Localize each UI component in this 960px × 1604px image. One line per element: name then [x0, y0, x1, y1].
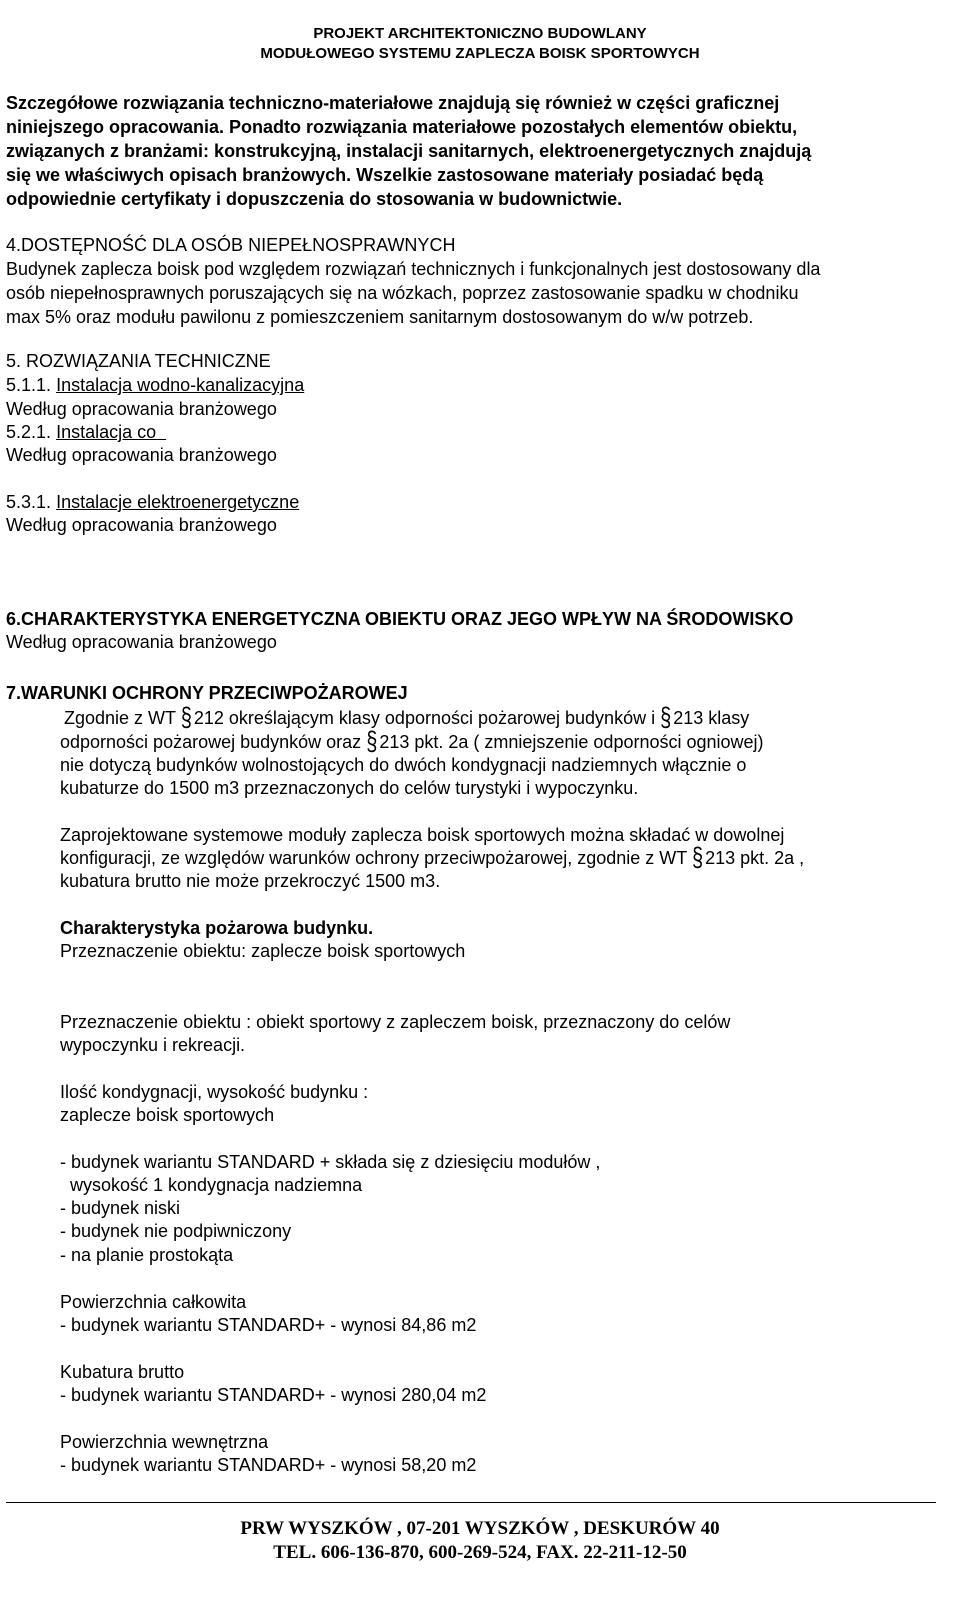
- footer-line-2: TEL. 606-136-870, 600-269-524, FAX. 22-211-12-50: [273, 1542, 687, 1563]
- subsection-title: Instalacja wodno-kanalizacyjna: [56, 375, 305, 395]
- inner-area-label: Powierzchnia wewnętrzna: [60, 1432, 269, 1452]
- subsection-number: 5.1.1.: [6, 375, 52, 395]
- subsection-title: Instalacje elektroenergetyczne: [56, 492, 300, 512]
- fire-paragraph-2-line-2: konfiguracji, ze względów warunków ochrony przeciwpożarowej, zgodnie z WT § 213 pkt. 2a ,: [60, 843, 805, 873]
- subsection-title: Instalacja co: [56, 422, 157, 442]
- fire-paragraph-1-line-4: kubaturze do 1500 m3 przeznaczonych do celów turystyki i wypoczynku.: [60, 778, 639, 798]
- list-item: - budynek niski: [60, 1198, 181, 1218]
- list-item: - budynek nie podpiwniczony: [60, 1221, 292, 1241]
- page-footer: [0, 1517, 960, 1565]
- purpose-detail-line-2: wypoczynku i rekreacji.: [60, 1035, 246, 1055]
- header-line-1: PROJEKT ARCHITEKTONICZNO BUDOWLANY: [313, 25, 647, 42]
- fire-characteristics-heading: Charakterystyka pożarowa budynku.: [60, 918, 374, 938]
- volume-value: - budynek wariantu STANDARD+ - wynosi 280,04 m2: [60, 1385, 487, 1405]
- section-5-heading: 5. ROZWIĄZANIA TECHNICZNE: [6, 351, 271, 371]
- section-symbol: §: [660, 703, 672, 733]
- section-6-heading: 6.CHARAKTERYSTYKA ENERGETYCZNA OBIEKTU ORAZ JEGO WPŁYW NA ŚRODOWISKO: [6, 609, 794, 629]
- section-symbol: §: [180, 703, 192, 733]
- inner-area-value: - budynek wariantu STANDARD+ - wynosi 58,20 m2: [60, 1455, 477, 1475]
- section-symbol: §: [366, 727, 378, 757]
- fire-paragraph-1-line-3: nie dotyczą budynków wolnostojących do dwóch kondygnacji nadziemnych włącznie o: [60, 755, 747, 775]
- section-4-line: osób niepełnosprawnych poruszających się na wózkach, poprzez zastosowanie spadku w chodniku: [6, 283, 799, 303]
- subsection-number: 5.2.1.: [6, 422, 52, 442]
- fire-paragraph-2-line-3: kubatura brutto nie może przekroczyć 1500 m3.: [60, 871, 441, 891]
- list-item: wysokość 1 kondygnacja nadziemna: [60, 1175, 363, 1195]
- section-4-heading: 4.DOSTĘPNOŚĆ DLA OSÓB NIEPEŁNOSPRAWNYCH: [6, 235, 456, 255]
- total-area-value: - budynek wariantu STANDARD+ - wynosi 84,86 m2: [60, 1315, 477, 1335]
- total-area-label: Powierzchnia całkowita: [60, 1292, 247, 1312]
- intro-paragraph: [6, 91, 946, 211]
- section-6-text: Według opracowania branżowego: [6, 632, 277, 652]
- page-header: [0, 24, 960, 64]
- purpose-line: Przeznaczenie obiektu: zaplecze boisk sportowych: [60, 941, 466, 961]
- floors-line-1: Ilość kondygnacji, wysokość budynku :: [60, 1082, 369, 1102]
- section-4-line: Budynek zaplecza boisk pod względem rozwiązań technicznych i funkcjonalnych jest dostosowany dla: [6, 259, 821, 279]
- subsection-text: Według opracowania branżowego: [6, 399, 277, 419]
- intro-line: związanych z branżami: konstrukcyjną, instalacji sanitarnych, elektroenergetycznych znajdują: [6, 141, 812, 161]
- header-line-2: MODUŁOWEGO SYSTEMU ZAPLECZA BOISK SPORTOWYCH: [260, 45, 700, 62]
- section-4-line: max 5% oraz modułu pawilonu z pomieszczeniem sanitarnym dostosowanym do w/w potrzeb.: [6, 307, 754, 327]
- intro-line: odpowiednie certyfikaty i dopuszczenia do stosowania w budownictwie.: [6, 189, 623, 209]
- fire-paragraph-1-line-1: Zgodnie z WT § 212 określającym klasy odporności pożarowej budynków i § 213 klasy: [64, 703, 750, 733]
- subsection-5-2-1: [6, 420, 166, 444]
- intro-line: się we właściwych opisach branżowych. Wszelkie zastosowane materiały posiadać będą: [6, 165, 764, 185]
- intro-line: Szczegółowe rozwiązania techniczno-materiałowe znajdują się również w części graficznej: [6, 93, 780, 113]
- subsection-5-1-1: [6, 373, 304, 397]
- subsection-number: 5.3.1.: [6, 492, 52, 512]
- intro-line: niniejszego opracowania. Ponadto rozwiązania materiałowe pozostałych elementów obiektu,: [6, 117, 798, 137]
- volume-label: Kubatura brutto: [60, 1362, 185, 1382]
- fire-paragraph-2-line-1: Zaprojektowane systemowe moduły zaplecza boisk sportowych można składać w dowolnej: [60, 825, 785, 845]
- subsection-text: Według opracowania branżowego: [6, 515, 277, 535]
- floors-line-2: zaplecze boisk sportowych: [60, 1105, 275, 1125]
- footer-line-1: PRW WYSZKÓW , 07-201 WYSZKÓW , DESKURÓW 40: [240, 1518, 720, 1539]
- section-symbol: §: [691, 843, 704, 873]
- purpose-detail-line-1: Przeznaczenie obiektu : obiekt sportowy z zapleczem boisk, przeznaczony do celów: [60, 1012, 731, 1032]
- subsection-5-3-1: [6, 490, 299, 514]
- section-7-heading: 7.WARUNKI OCHRONY PRZECIWPOŻAROWEJ: [6, 683, 408, 703]
- list-item: - na planie prostokąta: [60, 1245, 234, 1265]
- fire-paragraph-1-line-2: odporności pożarowej budynków oraz § 213 pkt. 2a ( zmniejszenie odporności ogniowej): [60, 727, 764, 757]
- footer-divider: [6, 1502, 936, 1503]
- list-item: - budynek wariantu STANDARD + składa się z dziesięciu modułów ,: [60, 1152, 601, 1172]
- subsection-text: Według opracowania branżowego: [6, 445, 277, 465]
